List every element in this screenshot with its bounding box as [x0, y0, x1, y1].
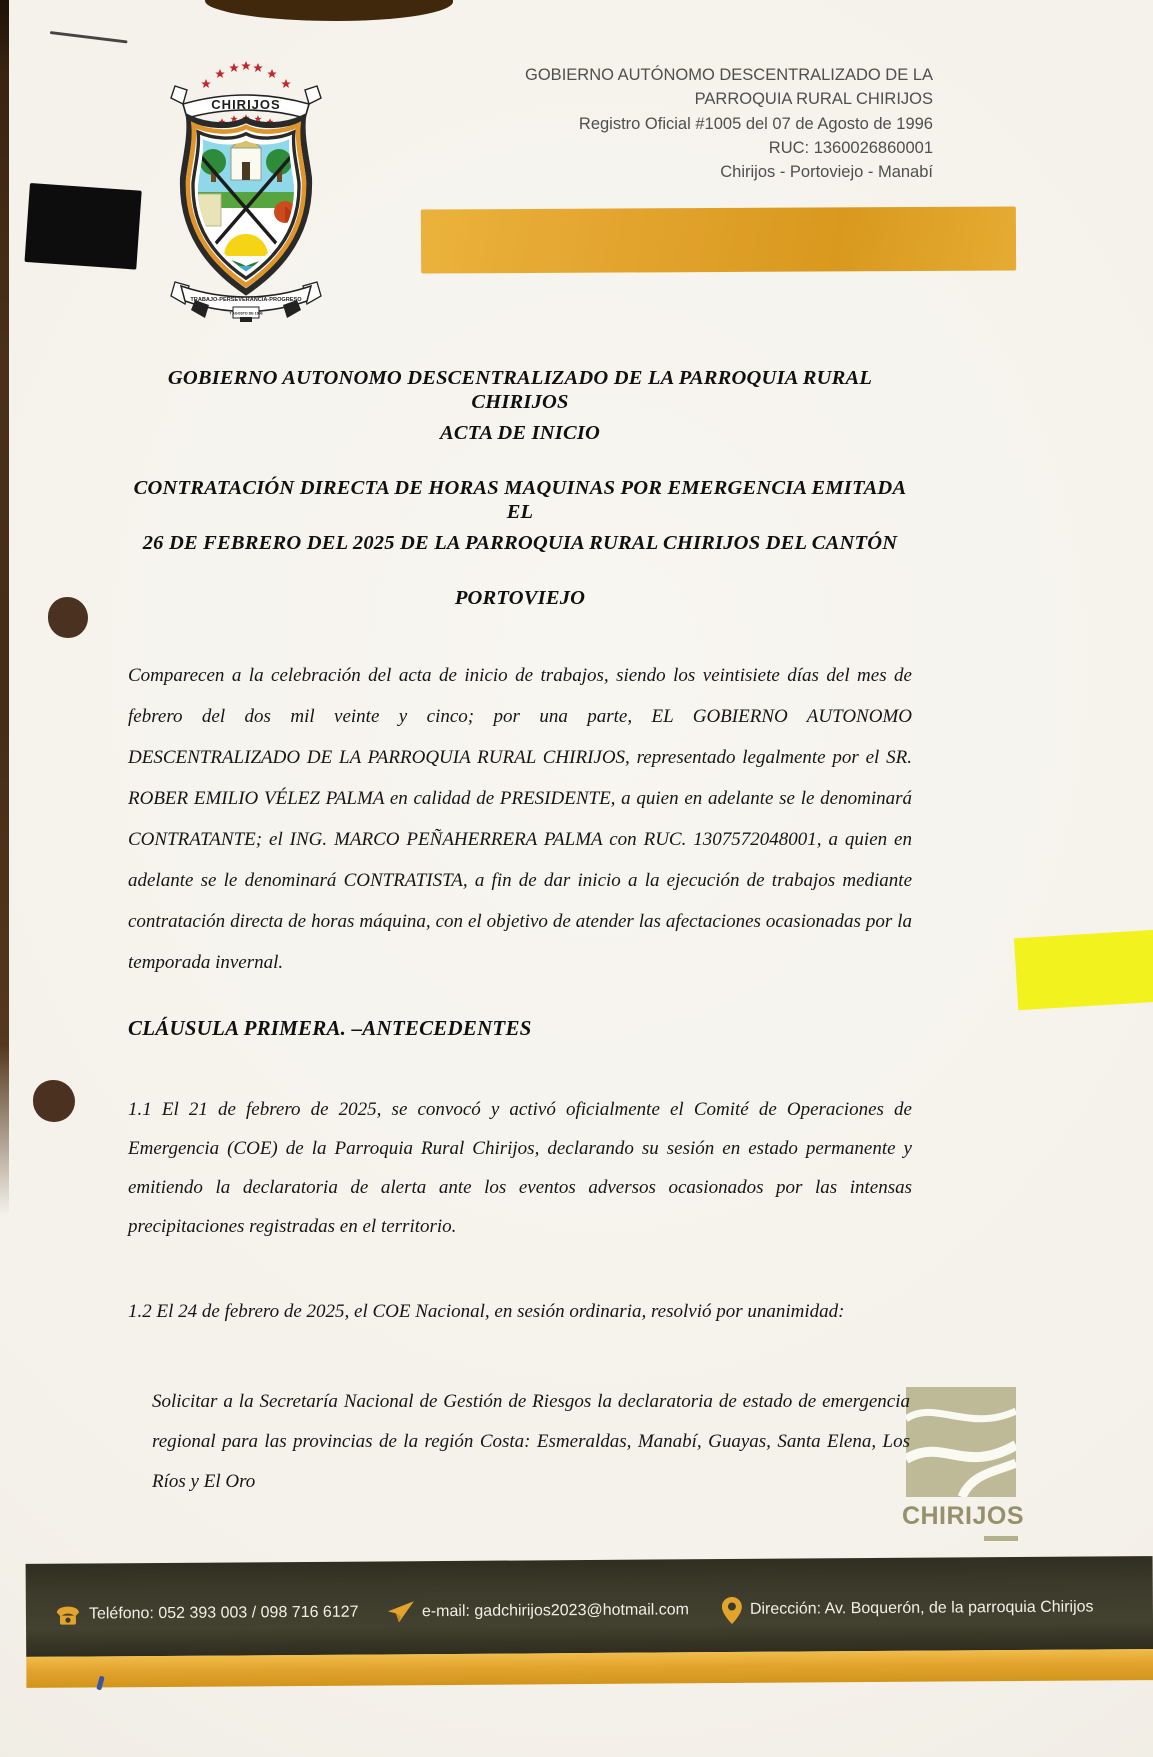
resolution-quote: Solicitar a la Secretaría Nacional de Gestión de Riesgos la declaratoria de estado de emergencia regional para las provincias de la región Costa: Esmeraldas, Manabí, Guayas, Santa Elena, Los Ríos y El Oro [152, 1391, 910, 1492]
clause-1-2-paragraph: 1.2 El 24 de febrero de 2025, el COE Nacional, en sesión ordinaria, resolvió por unanimidad: [128, 1301, 845, 1322]
letterhead-location: Chirijos - Portoviejo - Manabí [720, 163, 933, 182]
chirijos-coat-of-arms [160, 60, 332, 322]
letterhead-registro: Registro Oficial #1005 del 07 de Agosto de 1996 [578, 114, 933, 133]
clause-1-heading: CLÁUSULA PRIMERA. –ANTECEDENTES [128, 1016, 532, 1040]
opening-paragraph: Comparecen a la celebración del acta de inicio de trabajos, siendo los veintisiete días del mes de febrero del dos mil veinte y cinco; por una parte, EL GOBIERNO AUTONOMO DESCENTRALIZADO DE LA PARROQUIA RURAL CHIRIJOS, representado legalmente por el SR. ROBER EMILIO VÉLEZ PALMA en calidad de PRESIDENTE, a quien en adelante se le denominará CONTRATANTE; el ING. MARCO PEÑAHERRERA PALMA con RUC. 1307572048001, a quien en adelante se le denominará CONTRATISTA, a fin de dar inicio a la ejecución de trabajos mediante contratación directa de horas máquina, con el objetivo de atender las afectaciones ocasionadas por la temporada invernal. [128, 665, 912, 973]
pen-mark [50, 31, 128, 43]
footer [26, 1556, 1153, 1688]
clause-1-1-paragraph: 1.1 El 21 de febrero de 2025, se convocó y activó oficialmente el Comité de Operaciones de Emergencia (COE) de la Parroquia Rural Chirijos, declarando su sesión en estado permanente y emitiendo la declaratoria de alerta ante los eventos adversos ocasionados por las intensas precipitaciones registradas en el territorio. [128, 1099, 912, 1237]
footer-address-label: Dirección: Av. Boquerón, de la parroquia Chirijos [749, 1598, 1094, 1618]
title-line-2: ACTA DE INICIO [439, 422, 601, 444]
letterhead-ruc: RUC: 1360026860001 [768, 138, 933, 157]
hole-punch-top [48, 597, 88, 638]
footer-email-label: e-mail: gadchirijos2023@hotmail.com [421, 1601, 690, 1621]
location-pin-icon [722, 1596, 742, 1623]
letterhead-org-line1: GOBIERNO AUTÓNOMO DESCENTRALIZADO DE LA [525, 66, 933, 84]
title-line-5: PORTOVIEJO [454, 587, 586, 609]
footer-gold-stripe [26, 1649, 1153, 1688]
desk-background-left-edge [0, 0, 9, 1215]
footer-phone-group [55, 1598, 359, 1630]
letterhead-org-line2: PARROQUIA RURAL CHIRIJOS [694, 90, 933, 109]
footer-phone-label: Teléfono: 052 393 003 / 098 716 6127 [88, 1603, 359, 1623]
letterhead [393, 63, 933, 184]
phone-icon [55, 1603, 81, 1627]
send-icon [388, 1601, 414, 1623]
star-arc-top [201, 61, 291, 88]
title-line-3: CONTRATACIÓN DIRECTA DE HORAS MAQUINAS POR EMERGENCIA EMITADA EL [133, 477, 907, 523]
watermark-caption-bar [984, 1536, 1018, 1541]
footer-email-group [388, 1595, 689, 1627]
footer-address-group [722, 1592, 1094, 1625]
black-redaction-box [24, 183, 141, 270]
desk-background-top [205, 0, 453, 21]
crest-name-ribbon [171, 86, 321, 118]
crest-motto-label: TRABAJO-PERSEVERANCIA-PROGRESO [190, 297, 302, 303]
crest-date-label: 7 AGOSTO DE 1996 [229, 311, 263, 316]
chirijos-watermark-logo [906, 1387, 1016, 1497]
yellow-highlighter-mark [1014, 930, 1153, 1011]
gold-header-banner [421, 206, 1016, 273]
document-title [128, 366, 912, 641]
watermark-wordmark: CHIRIJOS [901, 1502, 1025, 1530]
title-line-4: 26 DE FEBRERO DEL 2025 DE LA PARROQUIA RURAL CHIRIJOS DEL CANTÓN [142, 532, 898, 554]
title-line-1: GOBIERNO AUTONOMO DESCENTRALIZADO DE LA PARROQUIA RURAL CHIRIJOS [167, 367, 873, 413]
hole-punch-bottom [33, 1080, 75, 1122]
crest-name-label: CHIRIJOS [211, 97, 281, 112]
